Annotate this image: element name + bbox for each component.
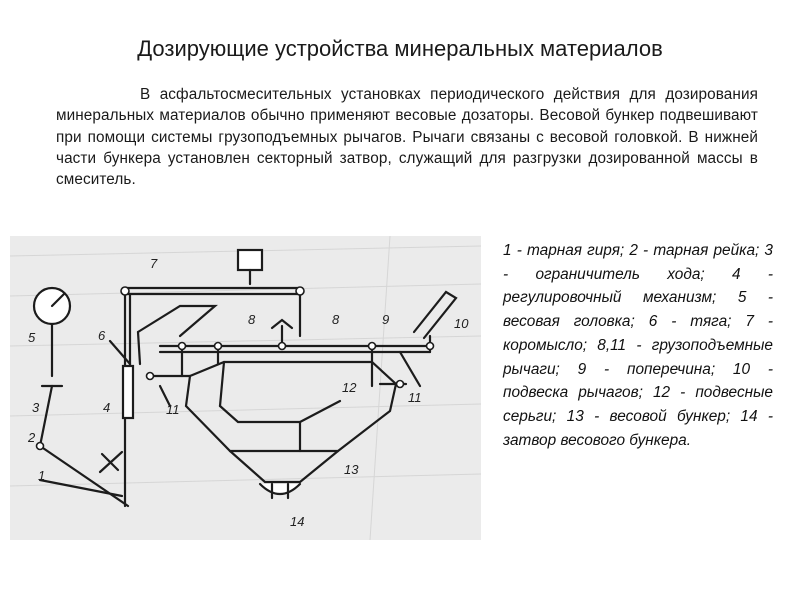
label-14: 14 — [290, 514, 305, 529]
label-7: 7 — [150, 256, 158, 271]
background-texture — [10, 236, 481, 540]
figure-legend: 1 - тарная гиря; 2 - тарная рейка; 3 - ограничитель хода; 4 - регулировочный механизм; 5 - весовая головка; 6 - тяга; 7 - коромысло; 8,11 - грузоподъемные рычаги; 9 - поперечина; 10 - подвеска рычагов; 12 - подвесные серьги; 13 - весовой бункер; 14 - затвор весового бункера. — [503, 242, 773, 449]
label-3: 3 — [32, 400, 40, 415]
label-12: 12 — [342, 380, 357, 395]
description-paragraph: В асфальтосмесительных установках периодического действия для дозирования минеральных материалов обычно применяют весовые дозаторы. Весовой бункер подвешивают при помощи системы грузоподъемных рычагов. Рычаги связаны с весовой головкой. В нижней части бункера установлен секторный затвор, служащий для разгрузки дозированной массы в смеситель. — [56, 86, 758, 189]
diagram-joints — [37, 287, 434, 450]
label-13: 13 — [344, 462, 359, 477]
diagram-part-labels — [27, 256, 469, 529]
label-8b: 8 — [332, 312, 340, 327]
label-9: 9 — [382, 312, 390, 327]
label-5: 5 — [28, 330, 36, 345]
label-4: 4 — [103, 400, 111, 415]
label-6: 6 — [98, 328, 106, 343]
slide-title: Дозирующие устройства минеральных материалов — [137, 36, 663, 61]
label-10: 10 — [454, 316, 469, 331]
diagram-lines — [34, 250, 456, 506]
label-8a: 8 — [248, 312, 256, 327]
label-11b: 11 — [408, 390, 422, 405]
label-1: 1 — [38, 468, 46, 483]
dosing-device-diagram — [10, 236, 481, 540]
diagram-drawing — [10, 236, 481, 540]
label-2: 2 — [28, 430, 36, 445]
label-11a: 11 — [166, 402, 180, 417]
